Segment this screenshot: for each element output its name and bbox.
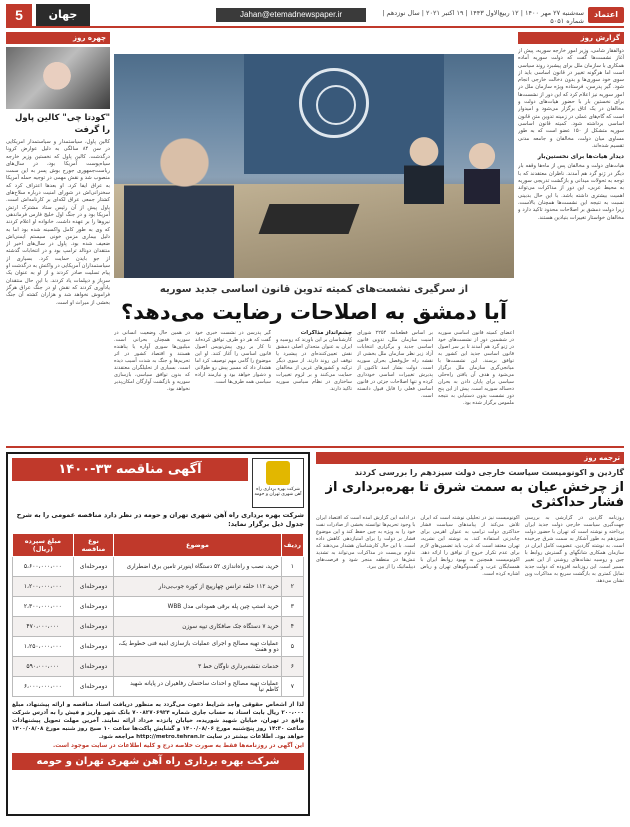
cell-type: دومرحله‌ای: [73, 617, 114, 637]
translation-tag: ترجمه روز: [316, 452, 624, 464]
tender-note: این آگهی در روزنامه‌ها فقط به صورت خلاصه درج و کلیه اطلاعات در سایت موجود است.: [53, 743, 304, 749]
cell-type: دومرحله‌ای: [73, 637, 114, 657]
report-tag: گزارش روز: [518, 32, 624, 44]
cell-deposit: ۵۹۰،۰۰۰،۰۰۰: [13, 657, 74, 677]
headline-kicker: از سرگیری نشست‌های کمیته تدوین قانون اساسی جدید سوریه: [159, 284, 469, 295]
page-header: [6, 4, 624, 28]
col-header: ردیف: [281, 534, 303, 557]
tender-company: شرکت بهره برداری راه آهن شهری تهران و حومه: [12, 753, 304, 770]
cell-deposit: ۴۷۰،۰۰۰،۰۰۰: [13, 617, 74, 637]
table-row: [13, 617, 304, 637]
tender-intro: شرکت بهره برداری راه آهن شهری تهران و حومه در نظر دارد مناقصه عمومی را به شرح جدول ذیل برگزار نماید:: [16, 511, 304, 528]
table-row: [13, 597, 304, 617]
section-title: جهان: [36, 4, 90, 26]
cell-subject: خرید استپ چین پله برقی همودانی مدل WBB: [114, 597, 282, 617]
cell-subject: خرید، نصب و راه‌اندازی ۵۲ دستگاه اینورتر تامین برق اضطراری: [114, 557, 282, 577]
lead-photo: [114, 54, 514, 278]
tender-footer: لذا از اشخاص حقوقی واجد شرایط دعوت می‌گردد به منظور دریافت اسناد مناقصه و ارائه پیشنهاد، مبلغ ۲۰۰،۰۰۰ ریال بابت اسناد به حساب جاری شماره ۷۰۰۸۲۷۰۶۹۲۴ بانک شهر واریز و فیش را به آدرس شرکت واقع در تهران، خیابان شهید شوریده، خیابان پانزده خرداد ارائه نمایند. آخرین مهلت تحویل پیشنهادات ساعت ۱۴:۳۰ روز پنج‌شنبه مورخ ۱۴۰۰/۰۸/۰۶ و گشایش پاکت‌ها ساعت ۱۰ صبح روز شنبه مورخ ۱۴۰۰/۰۸/۰۸ خواهد بود. اطلاعات بیشتر در سایت http://metro.tehran.ir مراجعه شود.: [12, 702, 304, 740]
cell-type: دومرحله‌ای: [73, 597, 114, 617]
table-row: [13, 577, 304, 597]
profile-photo: [6, 47, 110, 109]
translation-kicker: گاردین و اکونومیست سیاست خارجی دولت سیزدهم را بررسی کردند: [354, 468, 624, 477]
table-row: [13, 657, 304, 677]
company-logo: شرکت بهره برداری راه آهن شهری تهران و حومه: [252, 458, 304, 508]
newspaper-logo: اعتماد: [588, 7, 624, 23]
cell-deposit: ۲،۳۰۰،۰۰۰،۰۰۰: [13, 597, 74, 617]
profile-tag: چهره روز: [6, 32, 110, 44]
table-row: [13, 557, 304, 577]
cell-type: دومرحله‌ای: [73, 577, 114, 597]
table-row: [13, 677, 304, 697]
cell-deposit: ۱،۲۵۰،۰۰۰،۰۰۰: [13, 637, 74, 657]
article-column: اکونومیست نیز در تحلیلی نوشته است که ایران تلاش می‌کند از پیامدهای سیاست فشار حداکثری دولت ترامپ به عنوان اهرمی برای چانه‌زنی استفاده کند. به نوشته این نشریه، تهران معتقد است که غرب باید تضمین‌های لازم برای عدم تکرار خروج از توافق را ارائه دهد. اکونومیست همچنین به بهبود روابط ایران با همسایگان عرب و گفت‌وگوهای تهران و ریاض اشاره کرده است.: [420, 515, 520, 577]
section-divider: [6, 446, 624, 448]
translation-columns: [316, 515, 624, 827]
cell-type: دومرحله‌ای: [73, 557, 114, 577]
cell-subject: عملیات تهیه مصالح و احداث ساختمان رفاهیران در پایانه شهید کاظم نیا: [114, 677, 282, 697]
col-header: نوع مناقصه: [73, 534, 114, 557]
cell-no: ۳: [281, 597, 303, 617]
profile-body: کالین پاول، سیاستمدار و سیاستمدار آمریکایی در سن ۸۴ سالگی به دلیل عوارض کرونا درگذشت. کالین پاول که نخستین وزیر خارجه سیاه‌پوست آمریکا بود، در سال‌های ریاست‌جمهوری جورج بوش پسر به این سمت منصوب شد و نقش مهمی در توجیه حمله آمریکا به عراق ایفا کرد. او بعدها اعتراف کرد که سخنرانی‌اش در شورای امنیت درباره سلاح‌های کشتار جمعی عراق لکه‌ای بر کارنامه‌اش است. پاول پیش از آن رئیس ستاد مشترک ارتش آمریکا بود و در جنگ اول خلیج فارس فرماندهی نیروها را بر عهده داشت. خانواده او اعلام کردند که وی به طور کامل واکسینه شده بود اما به دلیل بیماری مزمن خونی سیستم ایمنی‌اش ضعیف شده بود. پاول در سال‌های اخیر از منتقدان دونالد ترامپ بود و در انتخابات گذشته از جو بایدن حمایت کرد. بسیاری از سیاستمداران آمریکایی در واکنش به درگذشت او پیام تسلیت صادر کردند و از او به عنوان یک سرباز و دیپلمات یاد کردند. با این حال منتقدان یادآوری کردند که نقش او در جنگ عراق هرگز فراموش نخواهد شد و هزاران کشته آن جنگ بخشی از میراث او است.: [6, 139, 110, 306]
profile-column: [6, 32, 110, 442]
report-subheading: دیدار هیات‌ها برای نخستین‌بار: [537, 153, 624, 161]
report-body: [518, 48, 624, 438]
cell-subject: خرید ۷ دستگاه جک صافکاری تیپه سوزن: [114, 617, 282, 637]
section-email: Jahan@etemadnewspaper.ir: [216, 8, 366, 22]
metro-logo-icon: [266, 461, 290, 485]
cell-no: ۷: [281, 677, 303, 697]
cell-no: ۴: [281, 617, 303, 637]
col-header: موضوع: [114, 534, 282, 557]
issue-date: سه‌شنبه ۲۷ مهر ۱۴۰۰ | ۱۲ ربیع‌الاول ۱۴۴۳ | ۱۹ اکتبر ۲۰۲۱ | سال نوزدهم | شماره ۵۰۵۱: [382, 9, 584, 25]
newspaper-page: [6, 4, 624, 816]
cell-type: دومرحله‌ای: [73, 677, 114, 697]
tender-table: [12, 533, 304, 697]
tender-ad: [6, 452, 310, 816]
article-column: چشم‌انداز مذاکرات کارشناسان بر این باورند که روسیه و ایران به عنوان متحدان اصلی دمشق نقش تعیین‌کننده‌ای در پیشبرد یا توقف این روند دارند. از سوی دیگر ترکیه و کشورهای غربی از مخالفان حمایت می‌کنند و بر لزوم تغییرات ساختاری در نظام سیاسی سوریه تاکید دارند.: [276, 330, 352, 392]
cell-no: ۵: [281, 637, 303, 657]
article-column: گیر پدرسن در نشست خبری خود گفت که هر دو طرف توافق کرده‌اند تا کار بر روی پیش‌نویس اصول قانون اساسی را آغاز کنند. او این موضوع را گامی مهم توصیف کرد اما هشدار داد که مسیر پیش رو طولانی و دشوار خواهد بود و نیازمند اراده سیاسی همه طرف‌ها است.: [195, 330, 271, 385]
article-column: اعضای کمیته قانون اساسی سوریه در ششمین دور از نشست‌های خود در ژنو گرد هم آمدند تا بر سر اصول قانون اساسی جدید این کشور به توافق برسند. این نشست‌ها با میانجی‌گری سازمان ملل برگزار می‌شود و هدف آن یافتن راه‌حلی سیاسی برای پایان دادن به بحران ده‌ساله سوریه است. پیش از این پنج دور نشست بدون دستیابی به نتیجه ملموس برگزار شده بود.: [438, 330, 514, 406]
cell-type: دومرحله‌ای: [73, 657, 114, 677]
cell-deposit: ۶،۰۰۰،۰۰۰،۰۰۰: [13, 677, 74, 697]
tender-title: آگهی مناقصه ۳۳-۱۴۰۰: [12, 458, 248, 481]
cell-subject: عملیات تهیه مصالح و اجرای عملیات بازسازی ابنیه فنی خطوط یک، دو و هفت: [114, 637, 282, 657]
page-number: 5: [6, 4, 32, 26]
translation-article: [316, 452, 624, 816]
cell-subject: خدمات نقشه‌برداری ناوگان خط ۳: [114, 657, 282, 677]
main-article-columns: [114, 330, 514, 442]
cell-no: ۲: [281, 577, 303, 597]
article-column: بر اساس قطعنامه ۲۲۵۴ شورای امنیت سازمان ملل، تدوین قانون اساسی جدید و برگزاری انتخابات آزاد زیر نظر سازمان ملل بخشی از نقشه راه حل‌وفصل بحران سوریه است. دولت بشار اسد تاکنون از پذیرش تغییرات اساسی خودداری کرده و تنها اصلاحات جزئی در قانون اساسی فعلی را قابل قبول دانسته است.: [357, 330, 433, 399]
un-emblem-icon: [299, 68, 369, 138]
cell-no: ۱: [281, 557, 303, 577]
col-header: مبلغ سپرده (ریال): [13, 534, 74, 557]
article-column: در همین حال وضعیت انسانی در سوریه همچنان بحرانی است. میلیون‌ها سوری آواره یا پناهنده هستند و اقتصاد کشور در اثر تحریم‌ها و جنگ به شدت آسیب دیده است. بسیاری از تحلیلگران معتقدند که بدون توافق سیاسی، بازسازی سوریه و بازگشت آوارگان امکان‌پذیر نخواهد بود.: [114, 330, 190, 392]
main-headline: آیا دمشق به اصلاحات رضایت می‌دهد؟: [120, 300, 508, 324]
table-row: [13, 637, 304, 657]
cell-subject: خرید ۱۱۲ حلقه ترانس چهارپیچ از کوره جوب‌بی‌دار: [114, 577, 282, 597]
report-paragraph: هیات‌های دولت و مخالفان پس از ماه‌ها وقفه بار دیگر در ژنو گرد هم آمدند. ناظران معتقدند که با توجه به تحولات میدانی و بازگشت تدریجی سوریه به محیط عربی، این دور از مذاکرات می‌تواند اهمیت بیشتری داشته باشد. با این حال بدبینی نسبت به نتیجه این نشست‌ها همچنان بالاست، زیرا دولت دمشق بر اصلاحات محدود تاکید دارد و مخالفان خواستار تغییرات بنیادین هستند.: [518, 163, 624, 221]
article-column: در ادامه این گزارش آمده است که اقتصاد ایران با وجود تحریم‌ها توانسته بخشی از صادرات نفت خود را به ویژه به چین حفظ کند و این موضوع فشار بر دولت را برای امتیازدهی کاهش داده است. با این حال کارشناسان هشدار می‌دهند که تداوم بن‌بست در مذاکرات می‌تواند به تشدید تنش‌ها در منطقه منجر شود و فرصت‌های دیپلماتیک را از بین ببرد.: [316, 515, 416, 570]
article-column: روزنامه گاردین در گزارشی به بررسی جهت‌گیری سیاست خارجی دولت جدید ایران پرداخته و نوشته است که تهران با حضور دولت سیزدهم به طور آشکار به سمت شرق چرخیده است. به نوشته گاردین، عضویت کامل ایران در سازمان همکاری شانگهای و گسترش روابط با چین و روسیه نشانه‌های روشنی از این تغییر مسیر است. این روزنامه افزوده که دولت جدید تمایل کمتری به بازگشت سریع به مذاکرات وین نشان می‌دهد.: [524, 515, 624, 584]
translation-headline: از چرخش عیان به سمت شرق تا بهره‌برداری از فشار حداکثری: [325, 480, 624, 510]
report-column: [518, 32, 624, 442]
cell-no: ۶: [281, 657, 303, 677]
report-paragraph: ذوالفقار شامی، وزیر امور خارجه سوریه، پیش از آغاز نشست‌ها گفت که دولت سوریه آماده همکاری با سازمان ملل برای پیشبرد روند سیاسی است اما هرگونه تغییر در قانون اساسی باید از سوی خود سوری‌ها و بدون دخالت خارجی انجام شود. گیر پدرسن، فرستاده ویژه سازمان ملل در امور سوریه نیز اعلام کرد که این دور از نشست‌ها برای نخستین بار با حضور هیات‌های دولت و مخالفان در یک اتاق برگزار می‌شود و امیدوار است که گام‌های عملی در زمینه تدوین متن قانون اساسی برداشته شود. کمیته قانون اساسی سوریه متشکل از ۱۵۰ عضو است که به طور مساوی میان دولت، مخالفان و جامعه مدنی تقسیم شده‌اند.: [518, 48, 624, 149]
cell-deposit: ۵،۶۰۰،۰۰۰،۰۰۰: [13, 557, 74, 577]
profile-title: "کودتا چی" کالین پاول را گرفت: [15, 113, 110, 135]
cell-deposit: ۱،۲۰۰،۰۰۰،۰۰۰: [13, 577, 74, 597]
